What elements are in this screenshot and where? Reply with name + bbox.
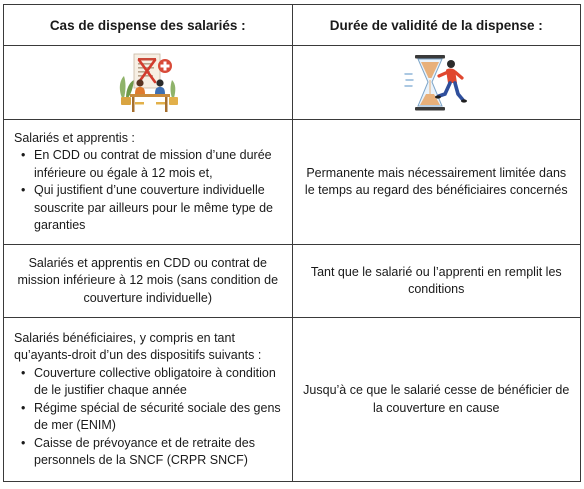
header-duration: Durée de validité de la dispense : — [292, 5, 581, 46]
duration-cell: Permanente mais nécessairement limitée dans le temps au regard des bénéficiaires concernés — [292, 120, 581, 245]
case-cell — [4, 120, 293, 245]
case-bullet-list — [14, 365, 282, 470]
hourglass-running-man-illustration — [403, 50, 469, 116]
list-item: • Qui justifient d’une couverture individuelle souscrite par ailleurs pour le même type de garanties — [34, 182, 282, 235]
duration-cell: Jusqu’à ce que le salarié cesse de bénéficier de la couverture en cause — [292, 318, 581, 482]
list-item: • Régime spécial de sécurité sociale des gens de mer (ENIM) — [34, 400, 282, 435]
illustration-row — [4, 46, 581, 120]
case-cell: Salariés et apprentis en CDD ou contrat de mission inférieure à 12 mois (sans condition de couverture individuelle) — [4, 245, 293, 318]
header-cases: Cas de dispense des salariés : — [4, 5, 293, 46]
illustration-cell-right — [292, 46, 581, 120]
case-bullet-list — [14, 147, 282, 235]
table-row — [4, 318, 581, 482]
health-insurance-form-illustration — [114, 50, 182, 116]
table-row — [4, 245, 581, 318]
dispense-table — [3, 4, 581, 482]
list-item: • Couverture collective obligatoire à condition de le justifier chaque année — [34, 365, 282, 400]
list-item: • Caisse de prévoyance et de retraite des personnels de la SNCF (CRPR SNCF) — [34, 435, 282, 470]
table-header-row — [4, 5, 581, 46]
table-row — [4, 120, 581, 245]
case-cell — [4, 318, 293, 482]
case-intro: Salariés et apprentis : — [14, 130, 135, 145]
illustration-cell-left — [4, 46, 293, 120]
list-item: • En CDD ou contrat de mission d’une durée inférieure ou égale à 12 mois et, — [34, 147, 282, 182]
duration-cell: Tant que le salarié ou l’apprenti en remplit les conditions — [292, 245, 581, 318]
case-intro: Salariés bénéficiaires, y compris en tant qu’ayants-droit d’un des dispositifs suivants : — [14, 330, 262, 362]
